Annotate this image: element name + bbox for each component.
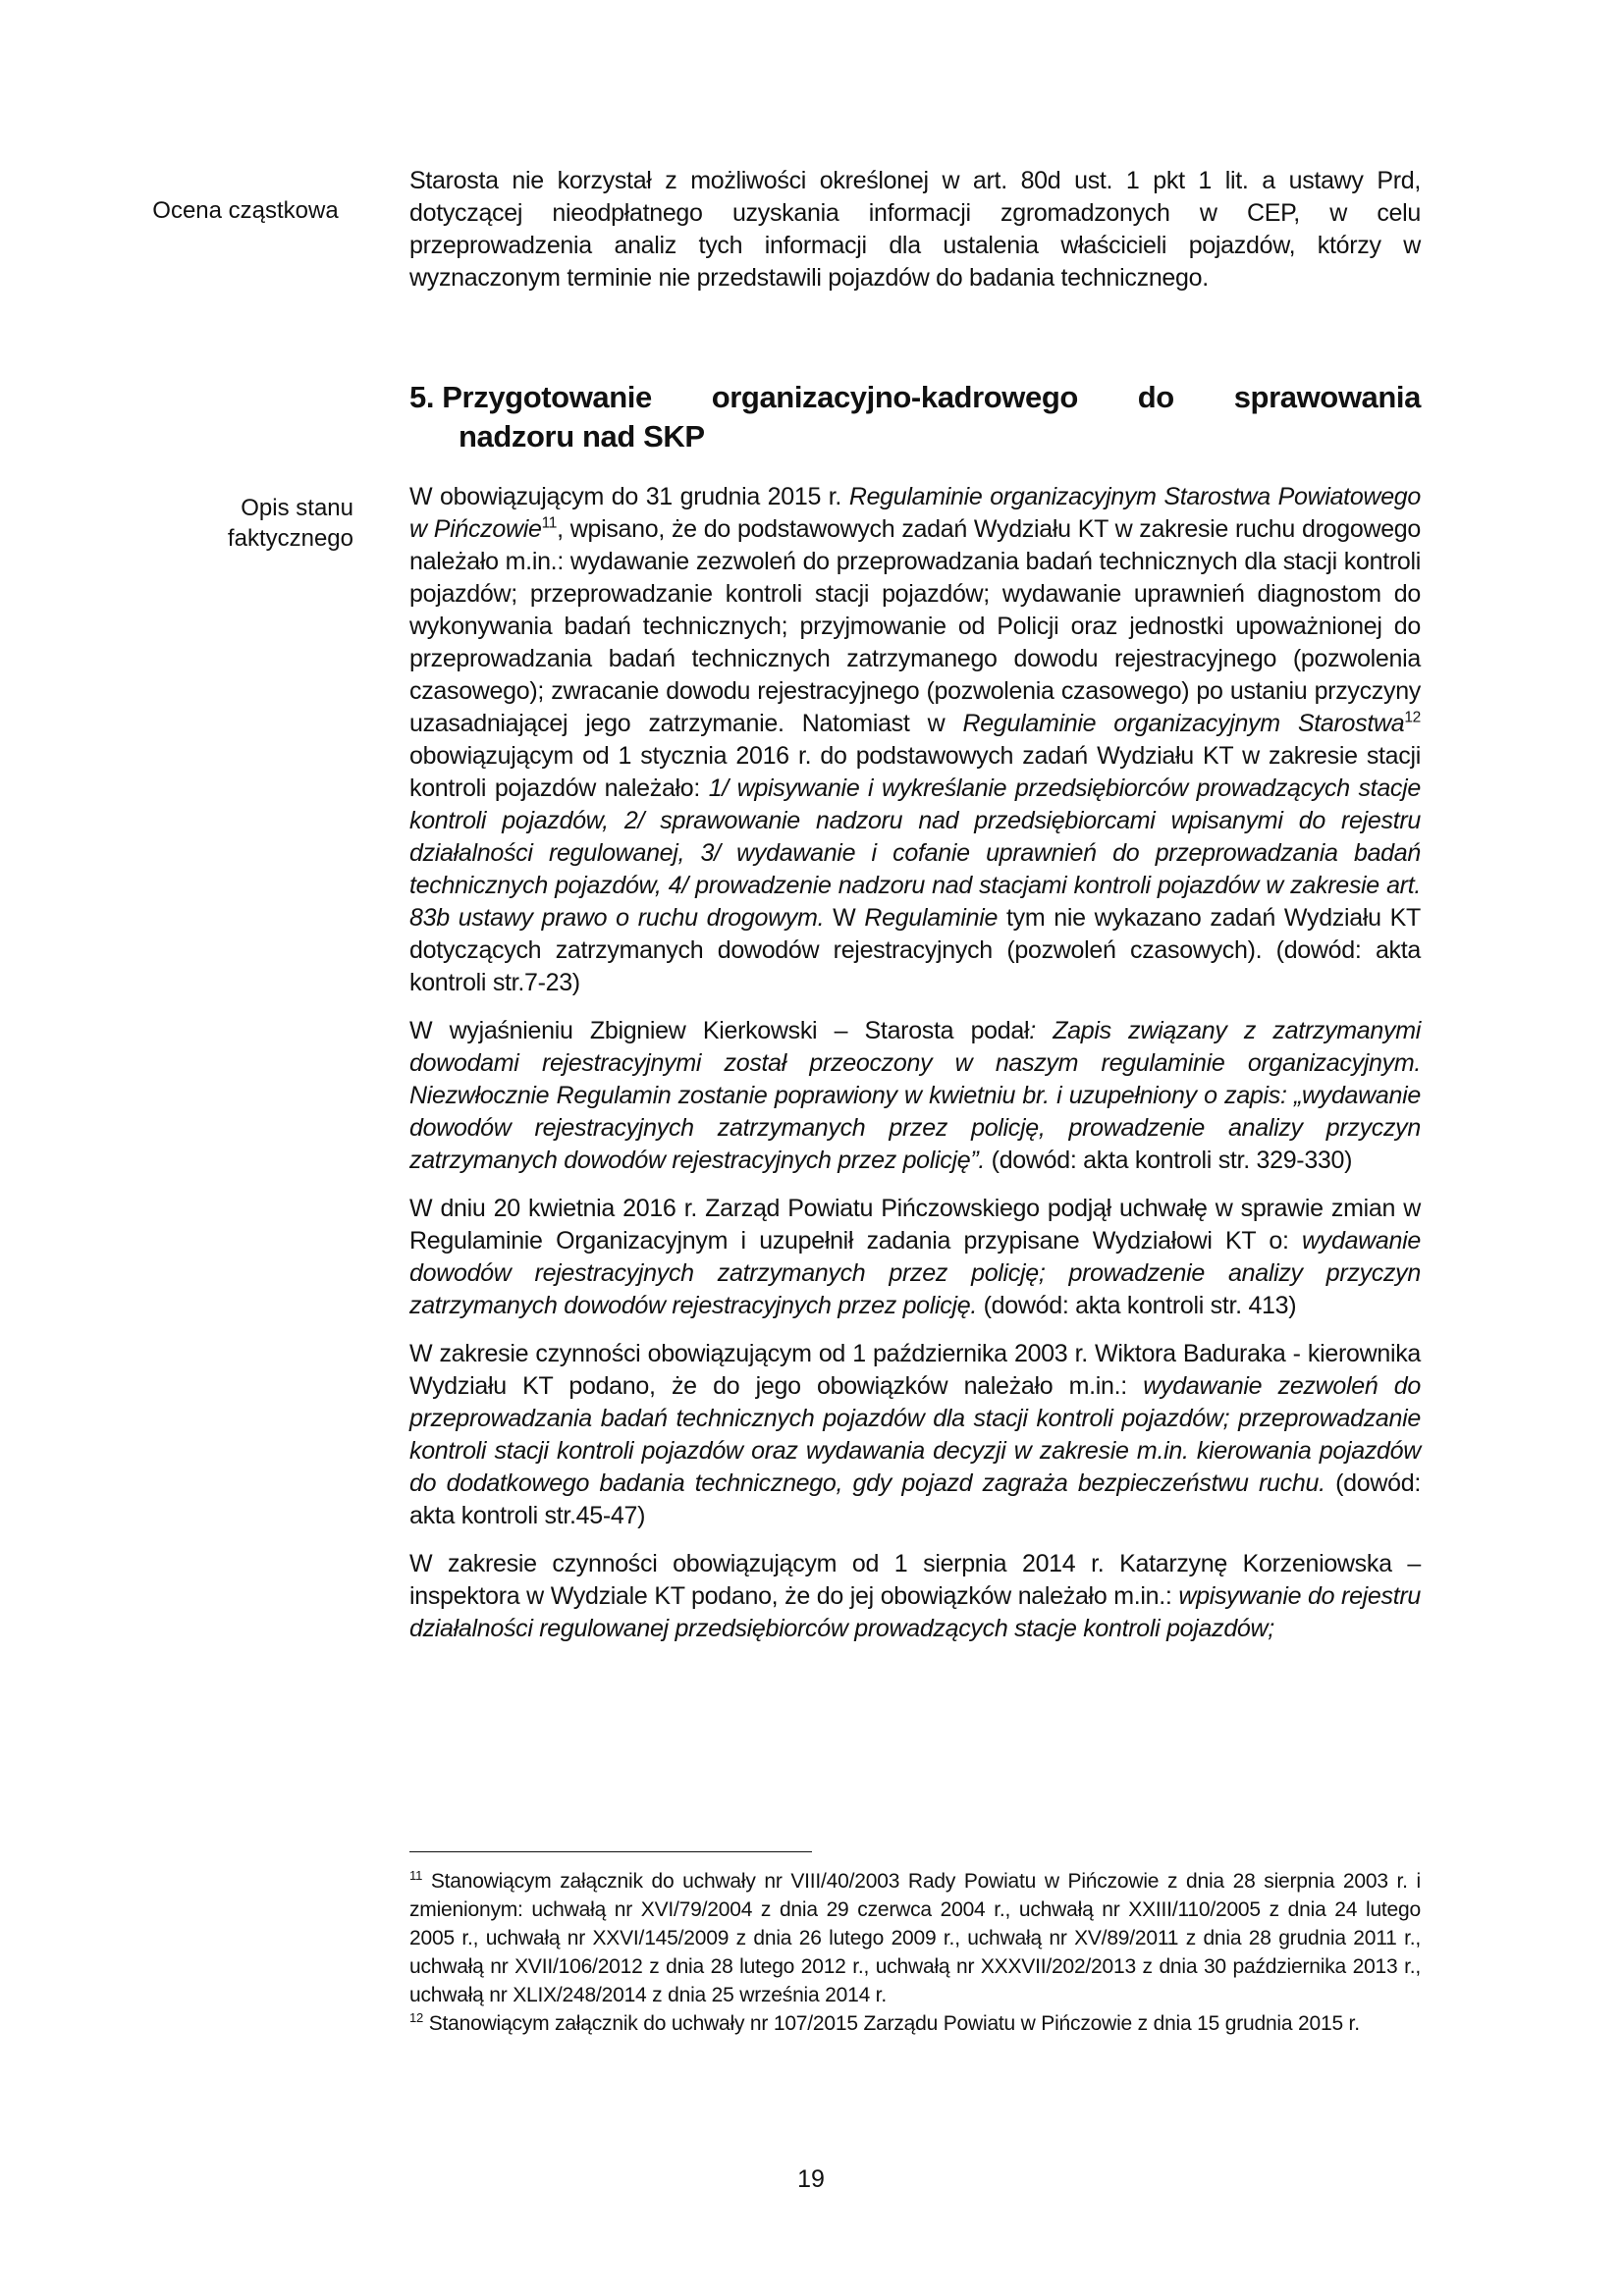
italic-run: : Zapis związany z zatrzymanymi dowodami rejestracyjnymi został przeoczony w naszym regulaminie organizacyjnym. Niezwłocznie Regulamin zostanie poprawiony w kwietniu br. i uzupełniony o zapis: „wydawanie dowodów rejestracyjnych zatrzymanych przez policję, prowadzenie analizy przyczyn zatrzymanych dowodów rejestracyjnych przez policję”. bbox=[409, 1017, 1421, 1174]
text-run: Stanowiącym załącznik do uchwały nr 107/2015 Zarządu Powiatu w Pińczowie z dnia 15 grudnia 2015 r. bbox=[423, 2012, 1360, 2035]
footnote-12 bbox=[409, 2009, 1421, 2038]
section-number: 5. bbox=[409, 380, 435, 414]
text-run: W zakresie czynności obowiązującym od 1 października 2003 r. Wiktora Baduraka - kierownika Wydziału KT podano, że do jego obowiązków należało m.in.: bbox=[409, 1340, 1421, 1400]
side-label-opis-line2: faktycznego bbox=[227, 525, 353, 552]
section-heading bbox=[409, 378, 1421, 456]
italic-run: Regulaminie organizacyjnym Starostwa bbox=[962, 710, 1405, 737]
side-label-ocena-text: Ocena cząstkowa bbox=[152, 197, 339, 224]
italic-run: 1/ wpisywanie i wykreślanie przedsiębiorców prowadzących stacje kontroli pojazdów, 2/ sprawowanie nadzoru nad przedsiębiorcami wpisanymi do rejestru działalności regulowanej, 3/ wydawanie i cofanie uprawnień do przeprowadzania badań technicznych pojazdów, 4/ prowadzenie nadzoru nad stacjami kontroli pojazdów w zakresie art. 83b ustawy prawo o ruchu drogowym. bbox=[409, 774, 1421, 932]
side-label-ocena bbox=[118, 195, 373, 226]
footnote-separator bbox=[409, 1851, 812, 1852]
text-run: (dowód: akta kontroli str.45-47) bbox=[409, 1469, 1421, 1529]
side-label-opis-line1: Opis stanu bbox=[241, 495, 353, 521]
footnote-ref: 11 bbox=[409, 1868, 423, 1883]
text-run: W dniu 20 kwietnia 2016 r. Zarząd Powiatu Pińczowskiego podjął uchwałę w sprawie zmian w Regulaminie Organizacyjnym i uzupełnił zadania przypisane Wydziałowi KT o: bbox=[409, 1195, 1421, 1255]
ocena-paragraph bbox=[409, 165, 1421, 310]
section-heading-line1 bbox=[409, 378, 1421, 417]
section-heading-word bbox=[409, 378, 652, 417]
italic-run: wydawanie dowodów rejestracyjnych zatrzymanych przez policję; prowadzenie analizy przyczyn zatrzymanych dowodów rejestracyjnych przez policję. bbox=[409, 1227, 1421, 1319]
text-run: tym nie wykazano zadań Wydziału KT dotyczących zatrzymanych dowodów rejestracyjnych (pozwoleń czasowych). (dowód: akta kontroli str.7-23) bbox=[409, 904, 1421, 996]
body-paragraph bbox=[409, 1193, 1421, 1322]
italic-run: wpisywanie do rejestru działalności regulowanej przedsiębiorców prowadzących stacje kontroli pojazdów; bbox=[409, 1582, 1422, 1642]
italic-run: Regulaminie bbox=[864, 904, 999, 932]
side-label-opis bbox=[108, 493, 353, 554]
footnote-ref: 12 bbox=[1404, 709, 1421, 726]
body-paragraph bbox=[409, 1338, 1421, 1532]
body-paragraph bbox=[409, 481, 1421, 999]
text-run: (dowód: akta kontroli str. 329-330) bbox=[985, 1147, 1353, 1174]
ocena-text: Starosta nie korzystał z możliwości określonej w art. 80d ust. 1 pkt 1 lit. a ustawy Prd, dotyczącej nieodpłatnego uzyskania informacji zgromadzonych w CEP, w celu przeprowadzenia analiz tych informacji dla ustalenia właścicieli pojazdów, którzy w wyznaczonym terminie nie przedstawili pojazdów do badania technicznego. bbox=[409, 167, 1421, 292]
text-run: W zakresie czynności obowiązującym od 1 sierpnia 2014 r. Katarzynę Korzeniowska – inspektora w Wydziale KT podano, że do jej obowiązków należało m.in.: bbox=[409, 1550, 1421, 1610]
body-paragraph bbox=[409, 1548, 1421, 1645]
section-title-word-3: do bbox=[1137, 380, 1174, 414]
body-paragraph bbox=[409, 1015, 1421, 1177]
footnote-11 bbox=[409, 1867, 1421, 2009]
body-text bbox=[409, 481, 1421, 1661]
text-run: Stanowiącym załącznik do uchwały nr VIII/40/2003 Rady Powiatu w Pińczowie z dnia 28 sierpnia 2003 r. i zmienionym: uchwałą nr XVI/79/2004 z dnia 29 czerwca 2004 r., uchwałą nr XXIII/110/2005 z dnia 24 lutego 2005 r., uchwałą nr XXVI/145/2009 z dnia 26 lutego 2009 r., uchwałą nr XV/89/2011 z dnia 28 grudnia 2011 r., uchwałą nr XVII/106/2012 z dnia 28 lutego 2012 r., uchwałą nr XXXVII/202/2013 z dnia 30 października 2013 r., uchwałą nr XLIX/248/2014 z dnia 25 września 2014 r. bbox=[409, 1870, 1421, 2006]
section-title-word-4: sprawowania bbox=[1233, 380, 1421, 414]
italic-run: wydawanie zezwoleń do przeprowadzania badań technicznych pojazdów dla stacji kontroli pojazdów; przeprowadzanie kontroli stacji kontroli pojazdów oraz wydawania decyzji w zakresie m.in. kierowania pojazdów do dodatkowego badania technicznego, gdy pojazd zagraża bezpieczeństwu ruchu. bbox=[409, 1372, 1421, 1497]
text-run: , wpisano, że do podstawowych zadań Wydziału KT w zakresie ruchu drogowego należało m.in.: wydawanie zezwoleń do przeprowadzania badań technicznych dla stacji kontroli pojazdów; przeprowadzanie kontroli stacji pojazdów; wydawanie uprawnień diagnostom do wykonywania badań technicznych; przyjmowanie od Policji oraz jednostki upoważnionej do przeprowadzania badań technicznych zatrzymanego dowodu rejestracyjnego (pozwolenia czasowego); zwracanie dowodu rejestracyjnego (pozwolenia czasowego) po ustaniu przyczyny uzasadniającej jego zatrzymanie. Natomiast w bbox=[409, 515, 1422, 737]
italic-run: Regulaminie organizacyjnym Starostwa Powiatowego w Pińczowie bbox=[409, 483, 1421, 543]
footnotes bbox=[409, 1867, 1421, 2038]
section-title-word-1: Przygotowanie bbox=[442, 380, 652, 414]
text-run: obowiązującym od 1 stycznia 2016 r. do podstawowych zadań Wydziału KT w zakresie stacji kontroli pojazdów należało: bbox=[409, 742, 1421, 802]
section-heading-line2: nadzoru nad SKP bbox=[459, 419, 705, 454]
footnote-ref: 12 bbox=[409, 2010, 424, 2025]
section-title-word-2: organizacyjno-kadrowego bbox=[711, 380, 1078, 414]
page-number: 19 bbox=[797, 2165, 825, 2193]
text-run: W obowiązującym do 31 grudnia 2015 r. bbox=[409, 483, 849, 510]
footnote-ref: 11 bbox=[541, 514, 558, 532]
text-run: W bbox=[824, 904, 865, 932]
text-run: W wyjaśnieniu Zbigniew Kierkowski – Starosta podał bbox=[409, 1017, 1030, 1044]
text-run: (dowód: akta kontroli str. 413) bbox=[977, 1292, 1297, 1319]
